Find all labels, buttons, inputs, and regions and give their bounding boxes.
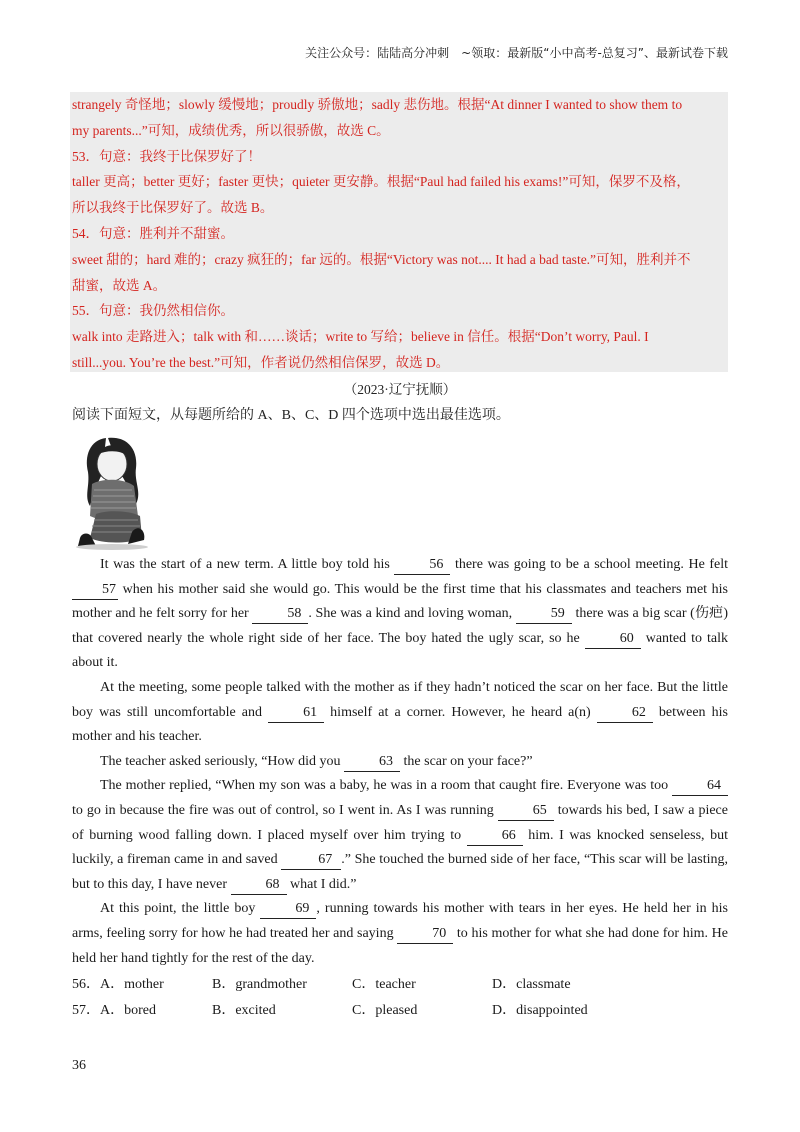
- page-header: 关注公众号：陆陆高分冲刺 ~领取：最新版“小中高考-总复习”、最新试卷下载: [305, 46, 728, 60]
- instruction-text: 阅读下面短文，从每题所给的 A、B、C、D 四个选项中选出最佳选项。: [72, 408, 510, 423]
- option-c: C．pleased: [352, 1003, 418, 1018]
- blank-60: 60: [585, 630, 641, 649]
- option-b: B．excited: [212, 1003, 276, 1018]
- blank-64: 64: [672, 777, 728, 796]
- answer-line: 所以我终于比保罗好了。故选 B。: [72, 200, 274, 216]
- blank-69: 69: [260, 900, 316, 919]
- blank-58: 58: [252, 605, 308, 624]
- blank-63: 63: [344, 753, 400, 772]
- blank-68: 68: [231, 876, 287, 895]
- option-a: A．mother: [100, 977, 164, 992]
- passage-paragraph: At the meeting, some people talked with the mother as if they hadn’t noticed the scar on her face. But the little boy was still uncomfortable and 61 himself at a corner. However, he heard a(n) 62 between his mother and his teacher.: [72, 679, 728, 745]
- blank-59: 59: [516, 605, 572, 624]
- passage-paragraph: The mother replied, “When my son was a baby, he was in a room that caught fire. Everyone was too 64 to go in because the fire was out of control, so I went in. As I was running 65 towards his bed, I saw a piece of burning wood falling down. I placed myself over him trying to 66 him. I was knocked senseless, but luckily, a fireman came in and saved 67 .” She touched the burned side of her face, “This scar will be lasting, but to this day, I have never 68 what I did.”: [72, 774, 728, 897]
- answer-line: my parents...”可知，成绩优秀，所以很骄傲，故选 C。: [72, 122, 390, 138]
- answer-line: sweet 甜的；hard 难的；crazy 疯狂的；far 远的。根据“Victory was not.... It had a bad taste.”可知，胜利并不: [72, 251, 691, 267]
- option-c: C．teacher: [352, 977, 416, 992]
- blank-70: 70: [397, 925, 453, 944]
- reading-passage: [72, 553, 728, 971]
- passage-paragraph: At this point, the little boy 69 , running towards his mother with tears in her eyes. He held her in his arms, feeling sorry for how he had treated her and saying 70 to his mother for what she had done for him. He held her hand tightly for the rest of the day.: [72, 901, 729, 966]
- passage-paragraph: It was the start of a new term. A little boy told his 56 there was going to be a school meeting. He felt 57 when his mother said she would go. This would be the first time that his classmates and teachers met his mother and he felt sorry for her 58 . She was a kind and loving woman, 59 there was a big scar (伤疤) that covered nearly the whole right side of her face. The boy hated the ugly scar, so he 60 wanted to talk about it.: [72, 557, 729, 671]
- question-options: [72, 972, 728, 1024]
- option-d: D．classmate: [492, 977, 571, 992]
- answer-line: strangely 奇怪地；slowly 缓慢地；proudly 骄傲地；sadly 悲伤地。根据“At dinner I wanted to show them to: [72, 97, 683, 112]
- blank-57: 57: [72, 581, 118, 600]
- option-d: D．disappointed: [492, 1003, 588, 1018]
- answer-explanation-box: [70, 92, 728, 372]
- answer-line: 甜蜜，故选 A。: [72, 277, 167, 293]
- blank-61: 61: [268, 704, 324, 723]
- blank-65: 65: [498, 802, 554, 821]
- blank-56: 56: [394, 556, 450, 575]
- answer-line: 53．句意：我终于比保罗好了！: [72, 148, 261, 164]
- question-number: 56．: [72, 977, 100, 992]
- question-row: [72, 972, 728, 998]
- answer-line: 55．句意：我仍然相信你。: [72, 303, 234, 319]
- answer-line: taller 更高；better 更好；faster 更快；quieter 更安静。根据“Paul had failed his exams!”可知，保罗不及格，: [72, 174, 690, 190]
- question-number: 57．: [72, 1003, 100, 1018]
- answer-line: still...you. You’re the best.”可知，作者说仍然相信保罗，故选 D。: [72, 354, 450, 370]
- crouching-girl-illustration: [72, 434, 162, 552]
- blank-62: 62: [597, 704, 653, 723]
- blank-67: 67: [281, 851, 341, 870]
- answer-line: 54．句意：胜利并不甜蜜。: [72, 225, 234, 241]
- page-number: 36: [72, 1058, 86, 1073]
- answer-line: walk into 走路进入；talk with 和……谈话；write to 写给；believe in 信任。根据“Don’t worry, Paul. I: [72, 329, 649, 345]
- option-b: B．grandmother: [212, 977, 307, 992]
- blank-66: 66: [467, 827, 523, 846]
- question-row: [72, 998, 728, 1024]
- passage-paragraph: The teacher asked seriously, “How did you 63 the scar on your face?”: [72, 750, 728, 775]
- question-source: （2023·辽宁抚顺）: [343, 382, 457, 397]
- option-a: A．bored: [100, 1003, 156, 1018]
